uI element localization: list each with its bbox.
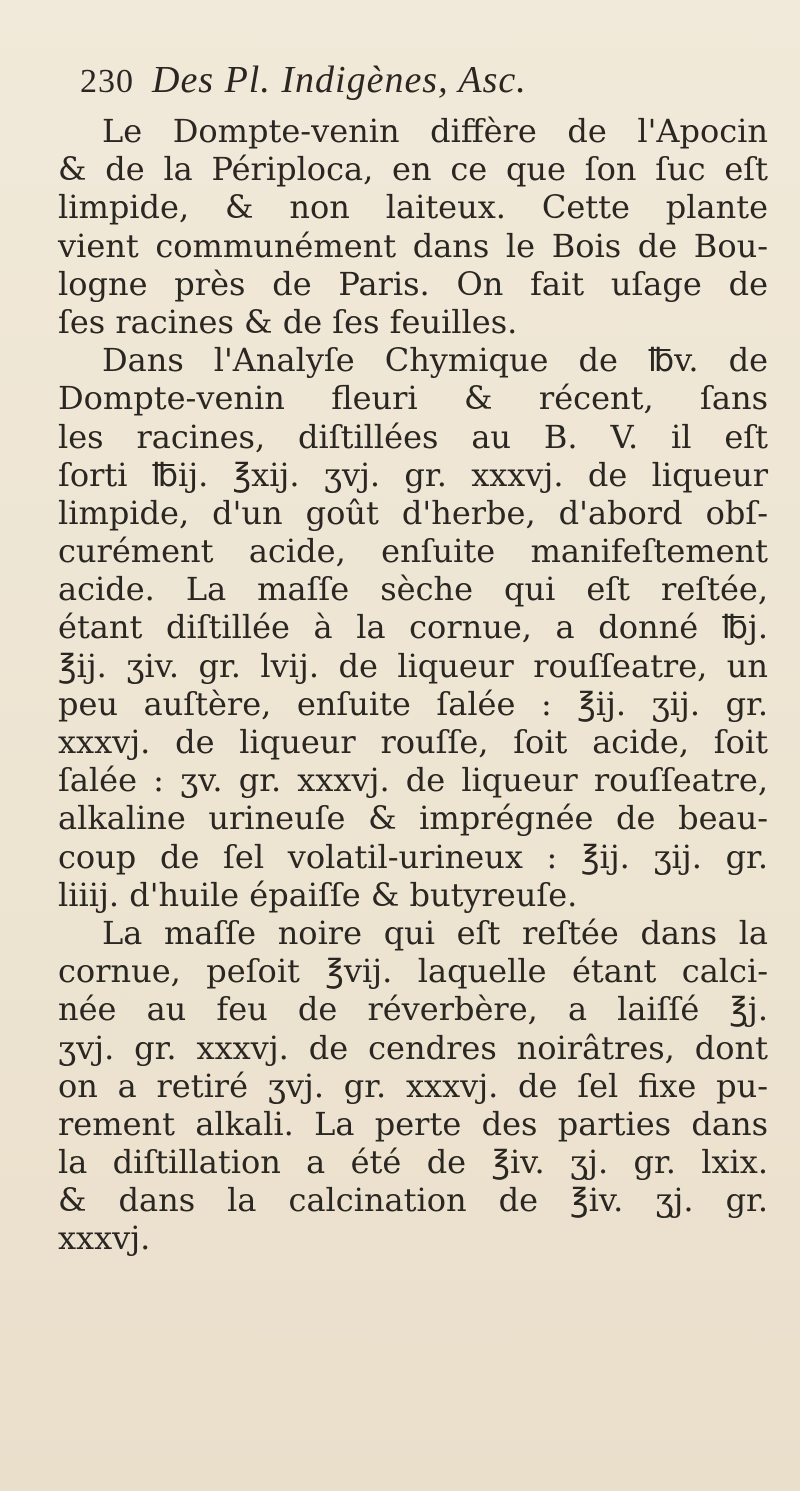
body-text [58,112,768,1258]
text-line: logne près de Paris. On fait uſage de [58,264,768,303]
text-line: acide. La maſſe sèche qui eſt reſtée, [58,570,768,609]
text-line: Dans l'Analyſe Chymique de ℔v. de [102,341,768,380]
text-line: coup de ſel volatil-urineux : ℥ij. ʒij. gr. [58,837,768,876]
text-line: xxxvj. de liqueur rouſſe, ſoit acide, ſoit [58,723,768,761]
text-line: & dans la calcination de ℥iv. ʒj. gr. [58,1181,768,1220]
text-line: xxxvj. [58,1219,151,1258]
text-line: rement alkali. La perte des parties dans [58,1104,768,1143]
text-line: liiij. d'huile épaiſſe & butyreuſe. [58,875,578,914]
text-line: les racines, diſtillées au B. V. il eſt [58,417,768,456]
text-line: la diſtillation a été de ℥iv. ʒj. gr. lxix. [58,1143,768,1182]
text-line: peu auſtère, enſuite ſalée : ℥ij. ʒij. gr. [58,684,768,723]
running-title: Des Pl. Indigènes, Asc. [152,59,527,101]
text-line: Le Dompte-venin diffère de l'Apocin [102,112,768,150]
text-line: étant diſtillée à la cornue, a donné ℔j. [58,608,768,647]
text-line: limpide, & non laiteux. Cette plante [58,188,768,227]
text-line: ſalée : ʒv. gr. xxxvj. de liqueur rouſſeatre, [58,761,768,800]
text-line: La maſſe noire qui eſt reſtée dans la [102,913,768,952]
text-line: ſes racines & de ſes feuilles. [58,302,518,341]
text-line: on a retiré ʒvj. gr. xxxvj. de ſel fixe pu- [58,1066,768,1105]
text-line: ʒvj. gr. xxxvj. de cendres noirâtres, dont [58,1028,768,1067]
text-line: née au feu de réverbère, a laiſſé ℥j. [58,990,768,1029]
text-line: Dompte-venin fleuri & récent, ſans [58,379,768,418]
text-line: curément acide, enſuite manifeſtement [58,532,768,571]
text-line: alkaline urineuſe & imprégnée de beau- [58,799,768,838]
text-line: limpide, d'un goût d'herbe, d'abord obſ- [58,493,768,532]
text-line: & de la Périploca, en ce que ſon ſuc eſt [58,150,768,189]
page-number: 230 [80,63,134,100]
running-header [80,58,770,110]
text-line: cornue, peſoit ℥vij. laquelle étant calci- [58,952,768,991]
text-line: ſorti ℔ij. ℥xij. ʒvj. gr. xxxvj. de liqueur [58,455,768,494]
text-line: vient communément dans le Bois de Bou- [58,226,768,265]
text-line: ℥ij. ʒiv. gr. lvij. de liqueur rouſſeatre, un [58,646,768,685]
